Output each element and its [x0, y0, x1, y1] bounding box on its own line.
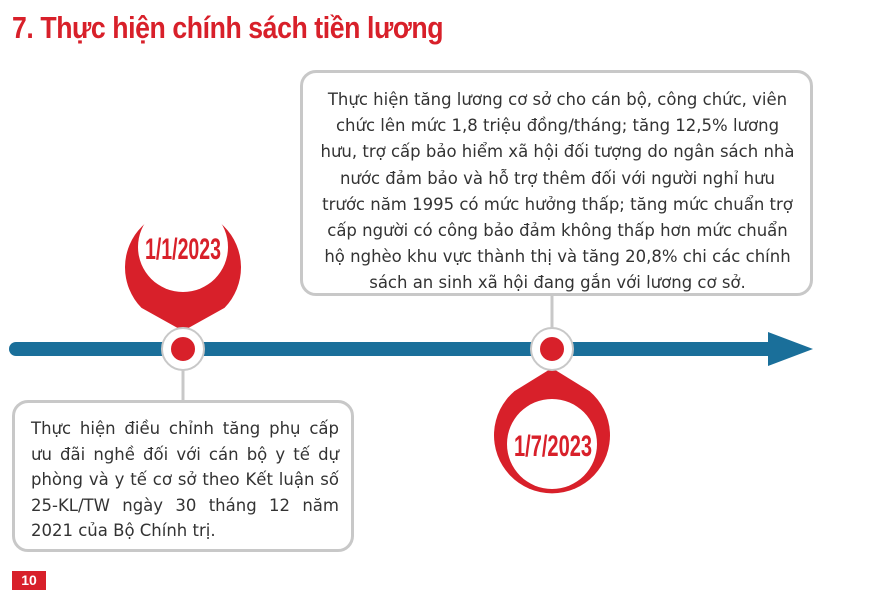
page-title: 7. Thực hiện chính sách tiền lương	[12, 10, 444, 45]
timeline-node-dot	[539, 336, 565, 362]
timeline-arrow-head	[768, 332, 813, 366]
event-card-1	[12, 400, 354, 552]
event-date-1: 1/1/2023	[145, 233, 221, 266]
event-description-2: Thực hiện tăng lương cơ sở cho cán bộ, công chức, viên chức lên mức 1,8 triệu đồng/tháng; tăng 12,5% lương hưu, trợ cấp bảo hiểm xã hội đối tượng do ngân sách nhà nước đảm bảo và hỗ trợ thêm đối với người nghỉ hưu trước năm 1995 có mức hưởng thấp; tăng mức chuẩn trợ cấp người có công bảo đảm không thấp hơn mức chuẩn hộ nghèo khu vực thành thị và tăng 20,8% chi các chính sách an sinh xã hội đang gắn với lương cơ sở.	[320, 90, 795, 293]
event-description-1: Thực hiện điều chỉnh tăng phụ cấp ưu đãi nghề đối với cán bộ y tế dự phòng và y tế cơ sở theo Kết luận số 25-KL/TW ngày 30 tháng 12 năm 2021 của Bộ Chính trị.	[31, 419, 339, 541]
page-number: 10	[12, 571, 46, 590]
event-date-2: 1/7/2023	[514, 430, 592, 463]
timeline-node-dot	[170, 336, 196, 362]
event-card-2	[300, 70, 813, 296]
